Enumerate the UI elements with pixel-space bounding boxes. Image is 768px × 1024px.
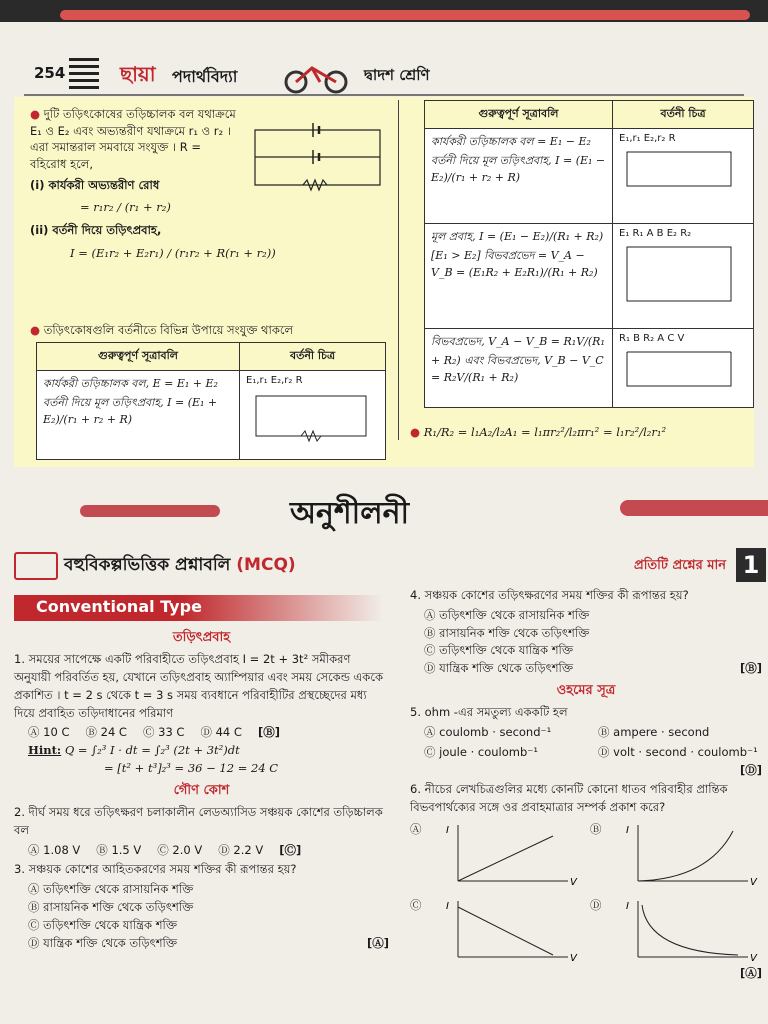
formula-table-right	[424, 100, 754, 408]
intro-item1: (i) কার্যকরী অভ্যন্তরীণ রোধ	[30, 177, 160, 192]
q1-option-d: Ⓓ 44 C	[200, 725, 242, 740]
graph-b-plot	[608, 821, 758, 889]
graph-label-d: Ⓓ	[590, 898, 602, 913]
graph-option-b	[590, 821, 762, 889]
question-1-options	[14, 724, 389, 742]
decorative-stripe	[60, 10, 750, 20]
table-right-circuit-2	[613, 224, 754, 329]
q2-option-d: Ⓓ 2.2 V	[218, 842, 264, 857]
q2-option-a: Ⓐ 1.08 V	[28, 842, 81, 857]
q3-option-a: Ⓐ তড়িৎশক্তি থেকে রাসায়নিক শক্তি	[28, 882, 194, 897]
graph-a-plot	[428, 821, 578, 889]
battery-icon	[14, 552, 58, 580]
q5-option-b: Ⓑ ampere · second	[598, 725, 710, 740]
column-divider	[398, 100, 399, 440]
page-header	[24, 54, 744, 96]
q1-option-b: Ⓑ 24 C	[85, 725, 127, 740]
q2-answer: [Ⓒ]	[279, 842, 302, 857]
anushilani-title: অনুশীলনী	[290, 496, 410, 531]
q4-option-d-line	[424, 660, 762, 678]
q5-answer: [Ⓓ]	[739, 762, 762, 777]
banner-bar-right	[620, 500, 768, 516]
graph-a-axis-y: I	[446, 825, 449, 837]
graph-c-axis-x: V	[570, 953, 577, 965]
formula-table-left	[36, 342, 386, 460]
parallel-circuit-diagram	[245, 115, 390, 195]
mcq-title-line	[64, 552, 296, 580]
question-3: 3. সঞ্চয়ক কোশের আহিতকরণের সময় শক্তির কী রূপান্তর হয়?	[14, 862, 297, 877]
banner-bar-left	[80, 505, 220, 517]
intro-bullet2: তড়িৎকোষগুলি বর্তনীতে বিভিন্ন উপায়ে সংযুক্ত থাকলে	[43, 323, 294, 337]
intro-item2: (ii) বর্তনী দিয়ে তড়িৎপ্রবাহ,	[30, 223, 162, 238]
graph-label-c: Ⓒ	[410, 898, 422, 913]
section-current: তড়িৎপ্রবাহ	[172, 630, 231, 645]
table-header-formula: গুরুত্বপূর্ণ সূত্রাবলি	[37, 343, 240, 371]
table-right-circuit-label-3: R₁ B R₂ A C V	[619, 333, 685, 344]
mcq-header	[14, 548, 760, 580]
question-5-options	[410, 724, 762, 762]
table-left-circuit-label: E₁,r₁ E₂,r₂ R	[246, 375, 303, 386]
q3-option-d: Ⓓ যান্ত্রিক শক্তি থেকে তড়িৎশক্তি	[28, 935, 177, 950]
q1-answer: [Ⓑ]	[257, 725, 280, 740]
q4-option-b: Ⓑ রাসায়নিক শক্তি থেকে তড়িৎশক্তি	[424, 625, 590, 640]
graph-label-b: Ⓑ	[590, 822, 602, 837]
page-number: 254	[34, 64, 66, 82]
table-right-circuit-3	[613, 329, 754, 408]
table-right-formula-3: বিভবপ্রভেদ, V_A − V_B = R₁V/(R₁ + R₂) এবং বিভবপ্রভেদ, V_B − V_C = R₂V/(R₁ + R₂)	[425, 329, 613, 408]
q5-option-c: Ⓒ joule · coulomb⁻¹	[424, 744, 538, 759]
graph-c-axis-y: I	[446, 901, 449, 913]
q4-option-a: Ⓐ তড়িৎশক্তি থেকে রাসায়নিক শক্তি	[424, 607, 590, 622]
question-3-options	[14, 881, 389, 952]
graph-b-axis-x: V	[750, 877, 757, 889]
resistance-ratio-formula: R₁/R₂ = l₁A₂/l₂A₁ = l₁πr₂²/l₂πr₁² = l₁r₂²/l₂r₁²	[423, 425, 667, 439]
table-header-formula: গুরুত্বপূর্ণ সূত্রাবলি	[425, 101, 613, 129]
question-2-options	[14, 842, 389, 860]
anushilani-banner	[80, 485, 740, 535]
intro-text: ● দুটি তড়িৎকোষের তড়িচ্চালক বল যথাক্রমে E₁ ও E₂ এবং অভ্যন্তরীণ যথাক্রমে r₁ ও r₂ । এরা সমান্তরাল সমবায়ে সংযুক্ত । R = বহিরোধ হলে, (i) কার্যকরী অভ্যন্তরীণ রোধ = r₁r₂ / (r₁ + r₂) (ii) বর্তনী দিয়ে তড়িৎপ্রবাহ, I = (E₁r₂ + E₂r₁) / (r₁r₂ + R(r₁ + r₂))	[30, 107, 276, 260]
graph-c-plot	[428, 897, 578, 965]
question-2: 2. দীর্ঘ সময় ধরে তড়িৎক্ষরণ চলাকালীন লেডঅ্যাসিড সঞ্চয়ক কোশের তড়িচ্চালক বল	[14, 804, 383, 837]
cycle-icon	[282, 60, 352, 94]
table-left-formula: কার্যকরী তড়িচ্চালক বল, E = E₁ + E₂ বর্তনী দিয়ে মূল তড়িৎপ্রবাহ, I = (E₁ + E₂)/(r₁ + r₂ + R)	[37, 371, 240, 460]
graph-d-axis-x: V	[750, 953, 757, 965]
hint-line-1: Q = ∫₂³ I · dt = ∫₂³ (2t + 3t²)dt	[64, 743, 240, 758]
table-header-circuit: বর্তনী চিত্র	[613, 101, 754, 129]
table-header-circuit: বর্তনী চিত্র	[240, 343, 386, 371]
question-5: 5. ohm -এর সমতুল্য এককটি হল	[410, 705, 568, 720]
table-right-formula-1: কার্যকরী তড়িচ্চালক বল = E₁ − E₂ বর্তনী দিয়ে মূল তড়িৎপ্রবাহ, I = (E₁ − E₂)/(r₁ + r₂ + R)	[425, 129, 613, 224]
subject-title: পদার্থবিদ্যা	[172, 67, 238, 86]
q2-option-c: Ⓒ 2.0 V	[157, 842, 203, 857]
intro-bullet1: দুটি তড়িৎকোষের তড়িচ্চালক বল যথাক্রমে E₁ ও E₂ এবং অভ্যন্তরীণ যথাক্রমে r₁ ও r₂ । এরা সমান্তরাল সমবায়ে সংযুক্ত । R = বহিরোধ হলে,	[30, 107, 236, 172]
graph-b-axis-y: I	[626, 825, 629, 837]
resistance-ratio: ● R₁/R₂ = l₁A₂/l₂A₁ = l₁πr₂²/l₂πr₁² = l₁r₂²/l₂r₁²	[410, 425, 667, 439]
table-right-circuit-label-1: E₁,r₁ E₂,r₂ R	[619, 133, 676, 144]
two-loop-diagram	[619, 239, 739, 309]
right-column	[410, 585, 762, 983]
table-right-formula-2: মূল প্রবাহ, I = (E₁ − E₂)/(R₁ + R₂) [E₁ > E₂] বিভবপ্রভেদ = V_A − V_B = (E₁R₂ + E₂R₁)/(R₁ + R₂)	[425, 224, 613, 329]
table-right-circuit-1	[613, 129, 754, 224]
conventional-type-label: Conventional Type	[36, 597, 202, 616]
marks-label: প্রতিটি প্রশ্নের মান	[634, 558, 727, 573]
intro-formula2: I = (E₁r₂ + E₂r₁) / (r₁r₂ + R(r₁ + r₂))	[70, 245, 276, 260]
question-6: 6. নীচের লেখচিত্রগুলির মধ্যে কোনটি কোনো ধাতব পরিবাহীর প্রান্তিক বিভবপার্থক্যের সঙ্গে ওর প্রবাহমাত্রার সম্পর্ক প্রকাশ করে?	[410, 782, 728, 815]
mcq-title: বহুবিকল্পভিত্তিক প্রশ্নাবলি	[64, 555, 231, 575]
question-4-options	[410, 607, 762, 678]
q6-answer: [Ⓐ]	[739, 966, 762, 981]
q5-option-a: Ⓐ coulomb · second⁻¹	[424, 725, 552, 740]
table-right-circuit-label-2: E₁ R₁ A B E₂ R₂	[619, 228, 692, 239]
q5-option-d: Ⓓ volt · second · coulomb⁻¹	[598, 744, 758, 759]
series-circuit-diagram	[246, 386, 376, 446]
table-left-circuit	[240, 371, 386, 460]
q3-option-d-line	[28, 935, 389, 953]
question-4: 4. সঞ্চয়ক কোশের তড়িৎক্ষরণের সময় শক্তির কী রূপান্তর হয়?	[410, 588, 689, 602]
marks-value: 1	[736, 548, 766, 582]
grade-label: দ্বাদশ শ্রেণি	[364, 66, 430, 84]
brand-logo: ছায়া	[120, 62, 156, 86]
q4-answer: [Ⓑ]	[739, 661, 762, 676]
conventional-type-banner	[14, 595, 384, 621]
left-column	[14, 625, 389, 952]
graph-option-a	[410, 821, 582, 889]
ruler-icon	[69, 58, 99, 92]
hint	[28, 742, 389, 760]
q2-option-b: Ⓑ 1.5 V	[96, 842, 142, 857]
intro-bullet2-line: ● তড়িৎকোষগুলি বর্তনীতে বিভিন্ন উপায়ে সংযুক্ত থাকলে	[30, 323, 294, 337]
graph-d-plot	[608, 897, 758, 965]
q4-option-d: Ⓓ যান্ত্রিক শক্তি থেকে তড়িৎশক্তি	[424, 661, 573, 676]
q3-answer: [Ⓐ]	[366, 935, 389, 950]
divider-circuit-diagram	[619, 344, 739, 394]
intro-formula1: = r₁r₂ / (r₁ + r₂)	[80, 200, 171, 215]
question-6-graphs	[410, 821, 762, 965]
graph-option-c	[410, 897, 582, 965]
hint-line-2: = [t² + t³]₂³ = 36 − 12 = 24 C	[104, 761, 279, 776]
mcq-tag: (MCQ)	[236, 555, 296, 575]
q1-option-a: Ⓐ 10 C	[28, 725, 70, 740]
graph-d-axis-y: I	[626, 901, 629, 913]
q4-option-c: Ⓒ তড়িৎশক্তি থেকে যান্ত্রিক শক্তি	[424, 643, 573, 658]
graph-a-axis-x: V	[570, 877, 577, 889]
question-1: 1. সময়ের সাপেক্ষে একটি পরিবাহীতে তড়িৎপ্রবাহ I = 2t + 3t² সমীকরণ অনুযায়ী পরিবর্তিত হয়, যেখানে তড়িৎপ্রবাহ অ্যাম্পিয়ার এবং সময় সেকেন্ড এককে প্রকাশিত । t = 2 s থেকে t = 3 s সময় ব্যবধানে পরিবাহীটির প্রস্থচ্ছেদের মধ্য দিয়ে প্রবাহিত তড়িদাধানের পরিমাণ	[14, 652, 383, 720]
q3-option-c: Ⓒ তড়িৎশক্তি থেকে যান্ত্রিক শক্তি	[28, 917, 177, 932]
q3-option-b: Ⓑ রাসায়নিক শক্তি থেকে তড়িৎশক্তি	[28, 900, 194, 915]
top-strip	[0, 0, 768, 22]
section-secondary-cell: গৌণ কোশ	[173, 782, 230, 798]
hint-label: Hint:	[28, 743, 62, 758]
graph-option-d	[590, 897, 762, 965]
section-ohms-law: ওহমের সূত্র	[556, 683, 616, 699]
q1-option-c: Ⓒ 33 C	[142, 725, 185, 740]
opposing-cells-diagram	[619, 144, 739, 194]
graph-label-a: Ⓐ	[410, 822, 422, 837]
